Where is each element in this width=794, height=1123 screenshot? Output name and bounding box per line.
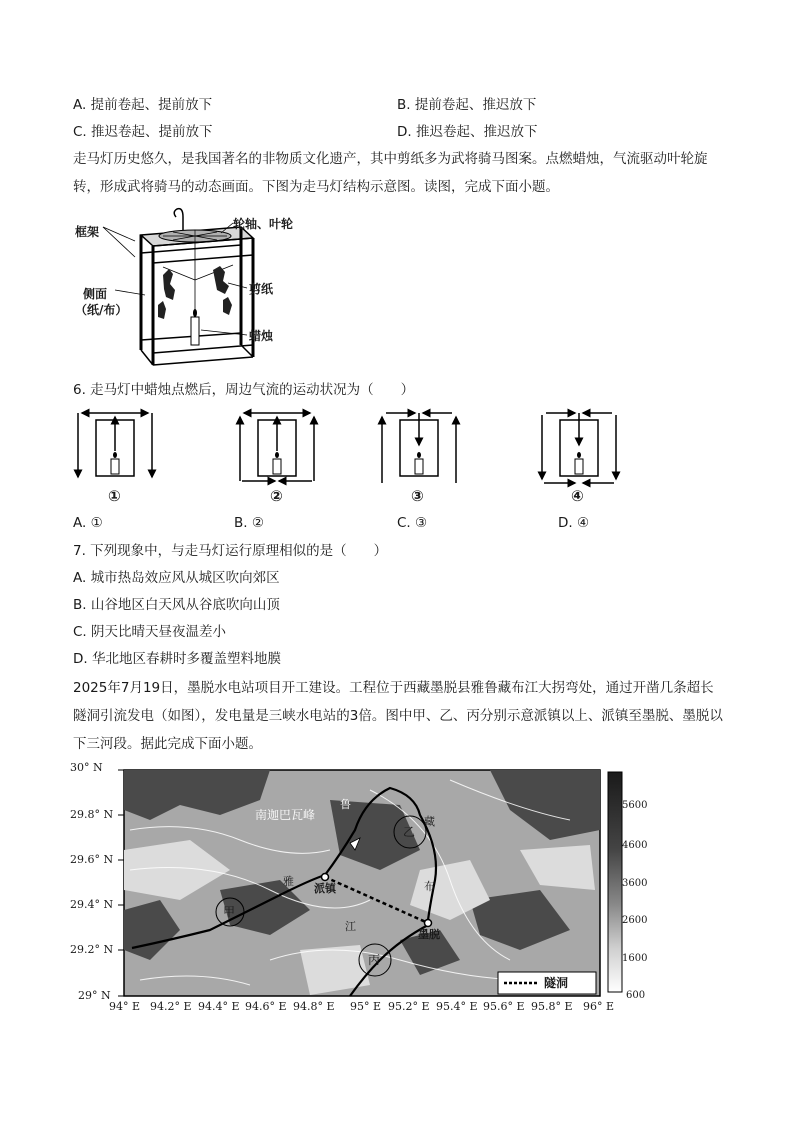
lat-label-29-6: 29.6° N (70, 853, 114, 866)
label-side-material: （纸/布） (75, 303, 128, 317)
medog-topographic-map (70, 760, 650, 1016)
diagram-label-2: ② (270, 487, 283, 505)
q7-option-d: D. 华北地区春耕时多覆盖塑料地膜 (73, 651, 281, 667)
river-char-lu: 鲁 (340, 798, 351, 811)
lon-label-95-8: 95.8° E (531, 1000, 573, 1013)
place-label-namcha-barwa: 南迦巴瓦峰 (255, 808, 316, 822)
label-candle: 蜡烛 (249, 329, 274, 343)
lon-label-95: 95° E (350, 1000, 382, 1013)
q6-option-c: C. ③ (397, 515, 428, 531)
q5-option-a: A. 提前卷起、提前放下 (73, 97, 213, 113)
legend-value-2600: 2600 (622, 915, 648, 926)
lat-label-29-2: 29.2° N (70, 943, 114, 956)
lon-label-94-6: 94.6° E (245, 1000, 287, 1013)
q7-stem: 7. 下列现象中，与走马灯运行原理相似的是（ ） (73, 543, 388, 559)
q7-option-c: C. 阴天比晴天昼夜温差小 (73, 624, 227, 640)
legend-value-600: 600 (626, 990, 646, 1001)
lantern-structure-figure (73, 205, 303, 377)
diagram-label-3: ③ (411, 487, 424, 505)
label-axle-impeller: 轮轴、叶轮 (233, 217, 294, 231)
river-char-zang: 藏 (424, 815, 435, 828)
river-char-ya: 雅 (283, 875, 294, 888)
legend-tunnel-label: 隧洞 (544, 976, 569, 990)
q7-option-b: B. 山谷地区白天风从谷底吹向山顶 (73, 597, 280, 613)
medog-intro-paragraph: 2025年7月19日，墨脱水电站项目开工建设。工程位于西藏墨脱县雅鲁藏布江大拐弯处，通过开凿几条超长隧洞引流发电（如图），发电量是三峡水电站的3倍。图中甲、乙、丙分别示意派镇以上、派镇至墨脱、墨脱以下三河段。据此完成下面小题。 (73, 680, 723, 752)
diagram-label-4: ④ (571, 487, 584, 505)
lon-label-95-6: 95.6° E (483, 1000, 525, 1013)
legend-value-3600: 3600 (622, 878, 648, 889)
lon-label-94-8: 94.8° E (293, 1000, 335, 1013)
river-char-jiang: 江 (345, 920, 356, 933)
lon-label-96: 96° E (583, 1000, 615, 1013)
place-label-medog: 墨脱 (418, 928, 440, 941)
q6-airflow-diagrams (70, 405, 630, 507)
lon-label-95-4: 95.4° E (436, 1000, 478, 1013)
legend-value-5600: 5600 (622, 800, 648, 811)
lat-label-29-8: 29.8° N (70, 808, 114, 821)
q6-option-b: B. ② (234, 515, 264, 531)
q5-option-c: C. 推迟卷起、提前放下 (73, 124, 213, 140)
segment-label-jia: 甲 (223, 905, 236, 919)
q5-option-d: D. 推迟卷起、推迟放下 (397, 124, 538, 140)
lantern-intro-paragraph: 走马灯历史悠久，是我国著名的非物质文化遗产，其中剪纸多为武将骑马图案。点燃蜡烛，气流驱动叶轮旋转，形成武将骑马的动态画面。下图为走马灯结构示意图。读图，完成下面小题。 (73, 151, 708, 195)
segment-label-bing: 丙 (368, 953, 381, 967)
q6-option-d: D. ④ (558, 515, 590, 531)
lat-label-30: 30° N (70, 761, 103, 774)
lat-label-29: 29° N (78, 989, 111, 1002)
label-frame: 框架 (75, 225, 100, 239)
q5-option-b: B. 提前卷起、推迟放下 (397, 97, 537, 113)
lon-label-94: 94° E (109, 1000, 141, 1013)
label-side: 侧面 (83, 287, 108, 301)
q6-stem: 6. 走马灯中蜡烛点燃后，周边气流的运动状况为（ ） (73, 382, 415, 398)
lon-label-95-2: 95.2° E (388, 1000, 430, 1013)
river-char-bu: 布 (424, 880, 435, 893)
airflow-svg (70, 405, 630, 507)
legend-value-4600: 4600 (622, 840, 648, 851)
lat-label-29-4: 29.4° N (70, 898, 114, 911)
lon-label-94-2: 94.2° E (150, 1000, 192, 1013)
diagram-label-1: ① (108, 487, 121, 505)
lon-label-94-4: 94.4° E (198, 1000, 240, 1013)
q7-option-a: A. 城市热岛效应风从城区吹向郊区 (73, 570, 280, 586)
label-papercut: 剪纸 (249, 282, 274, 296)
place-label-paizhen: 派镇 (314, 882, 336, 895)
q6-option-a: A. ① (73, 515, 103, 531)
legend-value-1600: 1600 (622, 953, 648, 964)
segment-label-yi: 乙 (403, 825, 416, 839)
